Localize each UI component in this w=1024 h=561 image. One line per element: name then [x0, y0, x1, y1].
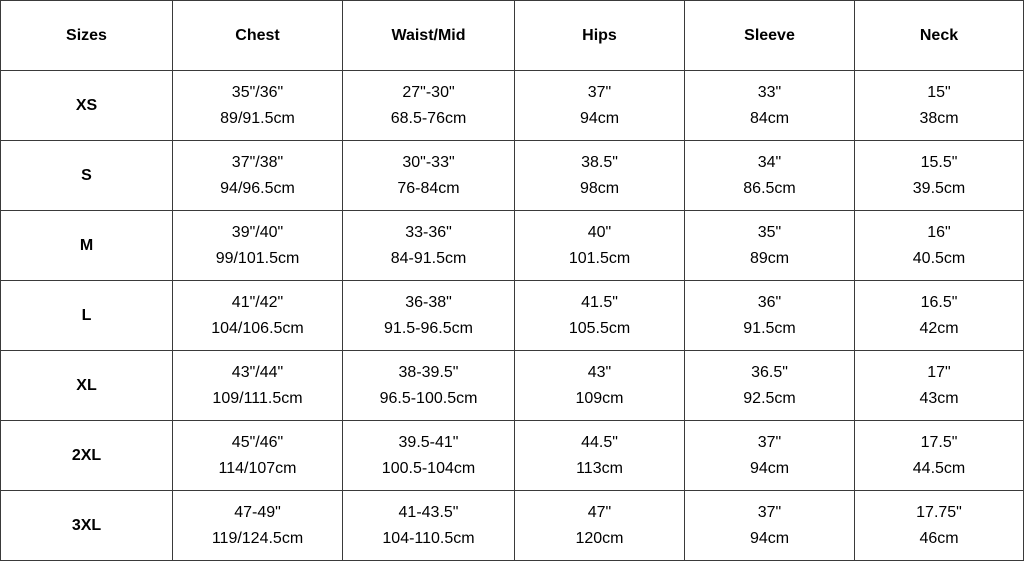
cm-value: 120cm [575, 529, 624, 547]
cm-value: 84cm [749, 109, 790, 127]
chest-cell [173, 141, 343, 211]
cm-value: 40.5cm [912, 249, 966, 267]
inches-value: 36-38" [405, 293, 452, 311]
inches-value: 16.5" [920, 293, 958, 311]
sleeve-cell [685, 421, 855, 491]
neck-cell [855, 211, 1024, 281]
waist-mid-cell [343, 71, 515, 141]
cm-value: 96.5-100.5cm [379, 389, 478, 407]
cm-value: 39.5cm [912, 179, 966, 197]
inches-value: 47-49" [234, 503, 281, 521]
cm-value: 44.5cm [912, 459, 966, 477]
cm-value: 94cm [579, 109, 620, 127]
inches-value: 37" [587, 83, 612, 101]
inches-value: 17.5" [920, 433, 958, 451]
header-waist-mid: Waist/Mid [343, 1, 515, 71]
inches-value: 35" [757, 223, 782, 241]
cm-value: 42cm [919, 319, 959, 337]
inches-value: 33" [757, 83, 782, 101]
chest-cell [173, 281, 343, 351]
inches-value: 37"/38" [231, 153, 284, 171]
inches-value: 37" [757, 503, 782, 521]
size-label: S [1, 141, 173, 211]
inches-value: 37" [757, 433, 782, 451]
cm-value: 89cm [749, 249, 790, 267]
size-label: M [1, 211, 173, 281]
neck-cell [855, 141, 1024, 211]
waist-mid-cell [343, 351, 515, 421]
inches-value: 35"/36" [231, 83, 284, 101]
cm-value: 68.5-76cm [390, 109, 467, 127]
inches-value: 47" [587, 503, 612, 521]
inches-value: 41.5" [581, 293, 618, 311]
table-body [1, 71, 1024, 561]
inches-value: 36.5" [751, 363, 788, 381]
inches-value: 44.5" [581, 433, 618, 451]
cm-value: 94cm [749, 529, 790, 547]
inches-value: 34" [757, 153, 782, 171]
hips-cell [515, 421, 685, 491]
chest-cell [173, 71, 343, 141]
cm-value: 91.5cm [743, 319, 796, 337]
inches-value: 43" [587, 363, 612, 381]
sleeve-cell [685, 141, 855, 211]
inches-value: 17.75" [916, 503, 962, 521]
sleeve-cell [685, 491, 855, 561]
inches-value: 38.5" [581, 153, 618, 171]
inches-value: 39.5-41" [398, 433, 459, 451]
hips-cell [515, 141, 685, 211]
hips-cell [515, 281, 685, 351]
cm-value: 38cm [919, 109, 959, 127]
cm-value: 98cm [579, 179, 620, 197]
table-header [1, 1, 1024, 71]
neck-cell [855, 491, 1024, 561]
header-sizes: Sizes [1, 1, 173, 71]
hips-cell [515, 491, 685, 561]
cm-value: 104-110.5cm [382, 529, 475, 547]
inches-value: 43"/44" [231, 363, 284, 381]
table-row [1, 71, 1024, 141]
chest-cell [173, 351, 343, 421]
size-label: L [1, 281, 173, 351]
inches-value: 27"-30" [402, 83, 455, 101]
neck-cell [855, 351, 1024, 421]
cm-value: 119/124.5cm [211, 529, 304, 547]
table-row [1, 281, 1024, 351]
sleeve-cell [685, 71, 855, 141]
inches-value: 33-36" [405, 223, 452, 241]
inches-value: 45"/46" [231, 433, 284, 451]
waist-mid-cell [343, 491, 515, 561]
table-row [1, 211, 1024, 281]
inches-value: 39"/40" [231, 223, 284, 241]
neck-cell [855, 281, 1024, 351]
inches-value: 15.5" [920, 153, 958, 171]
size-label: XS [1, 71, 173, 141]
header-hips: Hips [515, 1, 685, 71]
cm-value: 105.5cm [568, 319, 631, 337]
header-row [1, 1, 1024, 71]
neck-cell [855, 421, 1024, 491]
hips-cell [515, 351, 685, 421]
size-label: 2XL [1, 421, 173, 491]
waist-mid-cell [343, 421, 515, 491]
cm-value: 104/106.5cm [211, 319, 304, 337]
cm-value: 109cm [575, 389, 624, 407]
waist-mid-cell [343, 141, 515, 211]
cm-value: 76-84cm [397, 179, 460, 197]
inches-value: 41-43.5" [398, 503, 459, 521]
sleeve-cell [685, 351, 855, 421]
cm-value: 109/111.5cm [212, 389, 303, 407]
chest-cell [173, 491, 343, 561]
inches-value: 38-39.5" [398, 363, 459, 381]
cm-value: 86.5cm [743, 179, 796, 197]
size-label: XL [1, 351, 173, 421]
size-label: 3XL [1, 491, 173, 561]
inches-value: 16" [927, 223, 951, 241]
inches-value: 30"-33" [402, 153, 455, 171]
header-sleeve: Sleeve [685, 1, 855, 71]
table-row [1, 421, 1024, 491]
neck-cell [855, 71, 1024, 141]
cm-value: 43cm [919, 389, 959, 407]
cm-value: 89/91.5cm [220, 109, 295, 127]
hips-cell [515, 71, 685, 141]
sleeve-cell [685, 211, 855, 281]
waist-mid-cell [343, 281, 515, 351]
cm-value: 99/101.5cm [215, 249, 300, 267]
cm-value: 94/96.5cm [220, 179, 295, 197]
table-row [1, 491, 1024, 561]
cm-value: 101.5cm [568, 249, 631, 267]
cm-value: 113cm [576, 459, 623, 477]
cm-value: 91.5-96.5cm [384, 319, 473, 337]
table-row [1, 351, 1024, 421]
cm-value: 84-91.5cm [390, 249, 467, 267]
cm-value: 100.5-104cm [381, 459, 476, 477]
inches-value: 36" [757, 293, 782, 311]
table-row [1, 141, 1024, 211]
cm-value: 114/107cm [218, 459, 297, 477]
hips-cell [515, 211, 685, 281]
sleeve-cell [685, 281, 855, 351]
chest-cell [173, 421, 343, 491]
inches-value: 41"/42" [231, 293, 284, 311]
header-chest: Chest [173, 1, 343, 71]
header-neck: Neck [855, 1, 1024, 71]
waist-mid-cell [343, 211, 515, 281]
cm-value: 46cm [919, 529, 959, 547]
chest-cell [173, 211, 343, 281]
cm-value: 92.5cm [743, 389, 796, 407]
inches-value: 15" [927, 83, 951, 101]
inches-value: 17" [927, 363, 951, 381]
cm-value: 94cm [749, 459, 790, 477]
inches-value: 40" [587, 223, 612, 241]
